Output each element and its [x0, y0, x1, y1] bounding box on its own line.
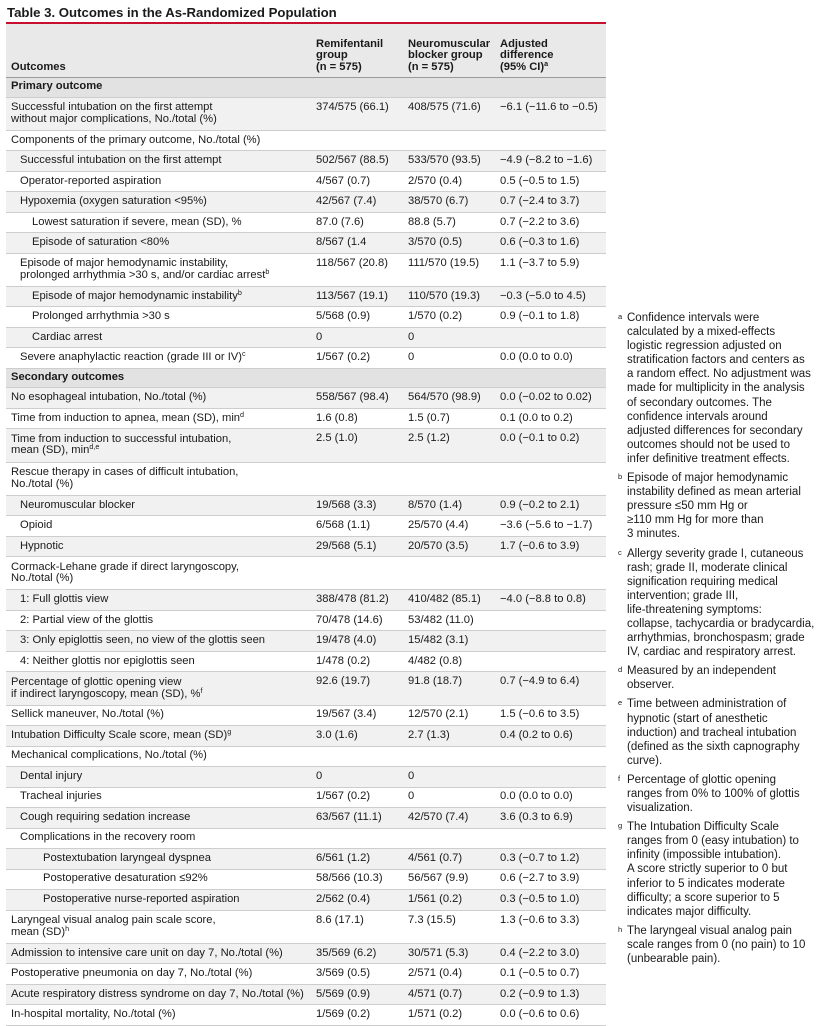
- outcome-label: Mechanical complications, No./total (%): [6, 746, 313, 767]
- footnote-line: ranges from 0 (easy intubation) to: [627, 835, 799, 848]
- remifentanil-value: 8/567 (1.4: [313, 233, 405, 254]
- adjusted-difference-value: −0.3 (−5.0 to 4.5): [497, 286, 606, 307]
- adjusted-difference-value: [497, 828, 606, 849]
- outcome-label: Percentage of glottic opening view if indirect laryngoscopy, mean (SD), %$^f$: [6, 672, 313, 705]
- adjusted-difference-value: 0.0 (0.0 to 0.0): [497, 787, 606, 808]
- remifentanil-value: 3/569 (0.5): [313, 964, 405, 985]
- adjusted-difference-value: 0.7 (−2.4 to 3.7): [497, 192, 606, 213]
- footnote-ref: c: [242, 349, 246, 359]
- outcome-label: Postoperative pneumonia on day 7, No./total (%): [6, 964, 313, 985]
- table-row: [6, 233, 606, 254]
- footnote-line: (unbearable pain).: [627, 953, 721, 966]
- table-row: [6, 869, 606, 890]
- neuromuscular-value: 8/570 (1.4): [405, 495, 497, 516]
- table-row: [6, 97, 606, 130]
- footnotes: [618, 311, 814, 971]
- remifentanil-value: 70/478 (14.6): [313, 610, 405, 631]
- table-row: [6, 253, 606, 286]
- section-header-row: [6, 368, 606, 388]
- neuromuscular-value: 111/570 (19.5): [405, 253, 497, 286]
- header-remifentanil-group: Remifentanil group (n = 575): [313, 24, 405, 78]
- section-label: Primary outcome: [6, 78, 606, 98]
- table-row: [6, 130, 606, 151]
- remifentanil-value: 1/569 (0.2): [313, 1005, 405, 1026]
- neuromuscular-value: 564/570 (98.9): [405, 388, 497, 409]
- neuromuscular-value: 0: [405, 787, 497, 808]
- table-row: [6, 610, 606, 631]
- neuromuscular-value: 42/570 (7.4): [405, 808, 497, 829]
- table-row: [6, 327, 606, 348]
- neuromuscular-value: 0: [405, 348, 497, 369]
- neuromuscular-value: 533/570 (93.5): [405, 151, 497, 172]
- table-row: [6, 705, 606, 726]
- table-row: [6, 631, 606, 652]
- remifentanil-value: 0: [313, 767, 405, 788]
- footnote-line: hypnotic (start of anesthetic: [627, 712, 768, 725]
- adjusted-difference-value: 1.1 (−3.7 to 5.9): [497, 253, 606, 286]
- footnote-mark: b: [618, 472, 623, 482]
- outcome-label: Episode of major hemodynamic instability, prolonged arrhythmia >30 s, and/or cardiac arrest$^b$: [6, 253, 313, 286]
- footnote-line: Time between administration of: [627, 698, 787, 711]
- neuromuscular-value: 7.3 (15.5): [405, 910, 497, 943]
- footnote-c: [618, 547, 814, 660]
- neuromuscular-value: 91.8 (18.7): [405, 672, 497, 705]
- footnote-line: instability defined as mean arterial: [627, 486, 801, 499]
- table-row: [6, 984, 606, 1005]
- neuromuscular-value: 25/570 (4.4): [405, 516, 497, 537]
- footnote-mark: c: [618, 547, 622, 557]
- remifentanil-value: 0: [313, 327, 405, 348]
- footnote-ref: a: [544, 59, 549, 69]
- table-row: [6, 429, 606, 462]
- outcome-label: Components of the primary outcome, No./total (%): [6, 130, 313, 151]
- section-header-row: [6, 78, 606, 98]
- footnote-line: observer.: [627, 679, 675, 692]
- adjusted-difference-value: 0.4 (0.2 to 0.6): [497, 726, 606, 747]
- adjusted-difference-value: 0.0 (−0.6 to 0.6): [497, 1005, 606, 1026]
- remifentanil-value: 502/567 (88.5): [313, 151, 405, 172]
- remifentanil-value: [313, 557, 405, 590]
- adjusted-difference-value: 1.3 (−0.6 to 3.3): [497, 910, 606, 943]
- remifentanil-value: [313, 828, 405, 849]
- remifentanil-value: 6/561 (1.2): [313, 849, 405, 870]
- adjusted-difference-value: 0.1 (−0.5 to 0.7): [497, 964, 606, 985]
- footnote-line: Percentage of glottic opening: [627, 773, 776, 786]
- adjusted-difference-value: −6.1 (−11.6 to −0.5): [497, 97, 606, 130]
- footnote-line: rash; grade II, moderate clinical: [627, 561, 788, 574]
- adjusted-difference-value: [497, 327, 606, 348]
- remifentanil-value: 113/567 (19.1): [313, 286, 405, 307]
- adjusted-difference-value: 0.9 (−0.2 to 2.1): [497, 495, 606, 516]
- footnote-g: [618, 820, 814, 919]
- footnote-line: curve).: [627, 754, 663, 767]
- adjusted-difference-value: 0.0 (0.0 to 0.0): [497, 348, 606, 369]
- remifentanil-value: 6/568 (1.1): [313, 516, 405, 537]
- table-row: [6, 746, 606, 767]
- outcome-label: In-hospital mortality, No./total (%): [6, 1005, 313, 1026]
- footnote-line: intervention; grade III,: [627, 589, 739, 602]
- footnote-line: Episode of major hemodynamic: [627, 472, 789, 485]
- table-row: [6, 536, 606, 557]
- outcome-label: Hypoxemia (oxygen saturation <95%): [6, 192, 313, 213]
- neuromuscular-value: [405, 557, 497, 590]
- footnote-line: inferior to 5 indicates moderate: [627, 877, 785, 890]
- remifentanil-value: 19/478 (4.0): [313, 631, 405, 652]
- adjusted-difference-value: 0.7 (−2.2 to 3.6): [497, 212, 606, 233]
- remifentanil-value: [313, 746, 405, 767]
- adjusted-difference-value: 0.3 (−0.5 to 1.0): [497, 890, 606, 911]
- table-row: [6, 787, 606, 808]
- footnote-line: ranges from 0% to 100% of glottis: [627, 788, 800, 800]
- footnote-line: The laryngeal visual analog pain: [627, 924, 792, 937]
- footnote-ref: d: [240, 409, 245, 419]
- adjusted-difference-value: 0.6 (−0.3 to 1.6): [497, 233, 606, 254]
- outcome-label: No esophageal intubation, No./total (%): [6, 388, 313, 409]
- table-row: [6, 890, 606, 911]
- footnote-ref: f: [200, 685, 203, 695]
- footnote-line: infinity (impossible intubation).: [627, 849, 782, 862]
- remifentanil-value: 388/478 (81.2): [313, 590, 405, 611]
- neuromuscular-value: 4/482 (0.8): [405, 651, 497, 672]
- table-row: [6, 348, 606, 369]
- adjusted-difference-value: [497, 767, 606, 788]
- outcome-label: Hypnotic: [6, 536, 313, 557]
- footnote-line: difficulty; a score superior to 5: [627, 891, 780, 904]
- footnote-mark: a: [618, 312, 623, 321]
- footnote-line: Confidence intervals were: [627, 312, 760, 324]
- adjusted-difference-value: 0.0 (−0.02 to 0.02): [497, 388, 606, 409]
- footnote-line: pressure ≤50 mm Hg or: [627, 500, 748, 513]
- neuromuscular-value: 4/561 (0.7): [405, 849, 497, 870]
- neuromuscular-value: 110/570 (19.3): [405, 286, 497, 307]
- footnote-line: The Intubation Difficulty Scale: [627, 821, 779, 834]
- remifentanil-value: 42/567 (7.4): [313, 192, 405, 213]
- header-outcomes: Outcomes: [6, 24, 313, 78]
- remifentanil-value: 2/562 (0.4): [313, 890, 405, 911]
- neuromuscular-value: 1/570 (0.2): [405, 307, 497, 328]
- remifentanil-value: 5/569 (0.9): [313, 984, 405, 1005]
- outcome-label: Lowest saturation if severe, mean (SD), %: [6, 212, 313, 233]
- neuromuscular-value: [405, 130, 497, 151]
- footnote-ref: g: [227, 726, 232, 736]
- footnote-line: Measured by an independent: [627, 665, 776, 678]
- footnote-line: A score strictly superior to 0 but: [627, 863, 788, 876]
- outcome-label: Cormack-Lehane grade if direct laryngoscopy, No./total (%): [6, 557, 313, 590]
- neuromuscular-value: 20/570 (3.5): [405, 536, 497, 557]
- table-row: [6, 388, 606, 409]
- adjusted-difference-value: 1.5 (−0.6 to 3.5): [497, 705, 606, 726]
- footnote-line: stratification factors and centers as: [627, 354, 805, 367]
- outcome-label: Successful intubation on the first attempt: [6, 151, 313, 172]
- adjusted-difference-value: 0.7 (−4.9 to 6.4): [497, 672, 606, 705]
- outcome-label: Dental injury: [6, 767, 313, 788]
- footnote-line: a random effect. No adjustment was: [627, 368, 811, 381]
- adjusted-difference-value: −4.0 (−8.8 to 0.8): [497, 590, 606, 611]
- outcome-label: Intubation Difficulty Scale score, mean (SD)$^g$: [6, 726, 313, 747]
- outcome-label: Episode of major hemodynamic instability$^b$: [6, 286, 313, 307]
- neuromuscular-value: 410/482 (85.1): [405, 590, 497, 611]
- table-row: [6, 767, 606, 788]
- table-row: [6, 557, 606, 590]
- neuromuscular-value: 1/561 (0.2): [405, 890, 497, 911]
- neuromuscular-value: 2.5 (1.2): [405, 429, 497, 462]
- remifentanil-value: 29/568 (5.1): [313, 536, 405, 557]
- neuromuscular-value: 56/567 (9.9): [405, 869, 497, 890]
- outcome-label: Admission to intensive care unit on day 7, No./total (%): [6, 943, 313, 964]
- footnote-line: scale ranges from 0 (no pain) to 10: [627, 938, 806, 951]
- remifentanil-value: 92.6 (19.7): [313, 672, 405, 705]
- neuromuscular-value: 30/571 (5.3): [405, 943, 497, 964]
- adjusted-difference-value: [497, 130, 606, 151]
- neuromuscular-value: 1/571 (0.2): [405, 1005, 497, 1026]
- adjusted-difference-value: 0.5 (−0.5 to 1.5): [497, 171, 606, 192]
- adjusted-difference-value: 0.4 (−2.2 to 3.0): [497, 943, 606, 964]
- footnote-line: (defined as the sixth capnography: [627, 740, 800, 753]
- outcome-label: Tracheal injuries: [6, 787, 313, 808]
- remifentanil-value: 4/567 (0.7): [313, 171, 405, 192]
- outcome-label: Postextubation laryngeal dyspnea: [6, 849, 313, 870]
- table-row: [6, 212, 606, 233]
- table-row: [6, 651, 606, 672]
- table-row: [6, 849, 606, 870]
- footnote-mark: e: [618, 698, 623, 708]
- footnote-e: [618, 697, 814, 767]
- footnote-line: confidence intervals around: [627, 410, 768, 423]
- footnote-ref: b: [237, 287, 242, 297]
- remifentanil-value: 1/478 (0.2): [313, 651, 405, 672]
- table-row: [6, 286, 606, 307]
- footnote-ref: h: [65, 923, 70, 933]
- neuromuscular-value: [405, 746, 497, 767]
- neuromuscular-value: 88.8 (5.7): [405, 212, 497, 233]
- section-label: Secondary outcomes: [6, 368, 606, 388]
- outcome-label: Operator-reported aspiration: [6, 171, 313, 192]
- remifentanil-value: 35/569 (6.2): [313, 943, 405, 964]
- neuromuscular-value: 1.5 (0.7): [405, 408, 497, 429]
- footnote-d: [618, 664, 814, 692]
- footnote-line: induction) and tracheal intubation: [627, 726, 797, 739]
- outcome-label: 1: Full glottis view: [6, 590, 313, 611]
- adjusted-difference-value: 0.3 (−0.7 to 1.2): [497, 849, 606, 870]
- outcome-label: 4: Neither glottis nor epiglottis seen: [6, 651, 313, 672]
- outcome-label: Postoperative nurse-reported aspiration: [6, 890, 313, 911]
- footnote-line: logistic regression adjusted on: [627, 340, 782, 353]
- neuromuscular-value: 38/570 (6.7): [405, 192, 497, 213]
- adjusted-difference-value: 0.9 (−0.1 to 1.8): [497, 307, 606, 328]
- table-row: [6, 408, 606, 429]
- outcome-label: Cough requiring sedation increase: [6, 808, 313, 829]
- table-row: [6, 943, 606, 964]
- adjusted-difference-value: [497, 651, 606, 672]
- footnote-f: [618, 773, 814, 815]
- table-row: [6, 307, 606, 328]
- remifentanil-value: 19/567 (3.4): [313, 705, 405, 726]
- table-row: [6, 726, 606, 747]
- outcome-label: Rescue therapy in cases of difficult intubation, No./total (%): [6, 462, 313, 495]
- footnote-line: Allergy severity grade I, cutaneous: [627, 547, 804, 560]
- footnote-b: [618, 471, 814, 541]
- footnote-line: visualization.: [627, 802, 693, 815]
- outcomes-table-container: [6, 4, 606, 1026]
- table-row: [6, 171, 606, 192]
- neuromuscular-value: 2/571 (0.4): [405, 964, 497, 985]
- remifentanil-value: 2.5 (1.0): [313, 429, 405, 462]
- adjusted-difference-value: [497, 462, 606, 495]
- table-row: [6, 151, 606, 172]
- table-title: Table 3. Outcomes in the As-Randomized Population: [7, 5, 337, 20]
- table-row: [6, 192, 606, 213]
- footnote-line: adjusted differences for secondary: [627, 424, 803, 437]
- footnote-ref: d,e: [89, 442, 100, 452]
- footnote-mark: h: [618, 924, 623, 934]
- remifentanil-value: 374/575 (66.1): [313, 97, 405, 130]
- outcome-label: 2: Partial view of the glottis: [6, 610, 313, 631]
- outcome-label: Sellick maneuver, No./total (%): [6, 705, 313, 726]
- footnote-line: indicates major difficulty.: [627, 905, 752, 918]
- header-neuromuscular-blocker-group: Neuromuscular blocker group (n = 575): [405, 24, 497, 78]
- table-row: [6, 1005, 606, 1026]
- outcome-label: Complications in the recovery room: [6, 828, 313, 849]
- adjusted-difference-value: −4.9 (−8.2 to −1.6): [497, 151, 606, 172]
- table-row: [6, 828, 606, 849]
- outcome-label: Successful intubation on the first attempt without major complications, No./total (%): [6, 97, 313, 130]
- neuromuscular-value: [405, 828, 497, 849]
- footnote-line: arrhythmias, bronchospasm; grade: [627, 632, 805, 645]
- footnote-line: 3 minutes.: [627, 528, 681, 541]
- neuromuscular-value: 2/570 (0.4): [405, 171, 497, 192]
- table-row: [6, 910, 606, 943]
- outcome-label: Cardiac arrest: [6, 327, 313, 348]
- outcome-label: Opioid: [6, 516, 313, 537]
- remifentanil-value: 1.6 (0.8): [313, 408, 405, 429]
- remifentanil-value: 3.0 (1.6): [313, 726, 405, 747]
- footnote-mark: d: [618, 665, 623, 675]
- adjusted-difference-value: [497, 557, 606, 590]
- outcome-label: Neuromuscular blocker: [6, 495, 313, 516]
- remifentanil-value: 63/567 (11.1): [313, 808, 405, 829]
- remifentanil-value: 1/567 (0.2): [313, 348, 405, 369]
- remifentanil-value: 118/567 (20.8): [313, 253, 405, 286]
- footnote-a: [618, 311, 814, 466]
- remifentanil-value: 558/567 (98.4): [313, 388, 405, 409]
- footnote-mark: f: [618, 773, 621, 783]
- outcome-label: Episode of saturation <80%: [6, 233, 313, 254]
- outcome-label: Prolonged arrhythmia >30 s: [6, 307, 313, 328]
- remifentanil-value: 1/567 (0.2): [313, 787, 405, 808]
- table-row: [6, 516, 606, 537]
- outcome-label: Laryngeal visual analog pain scale score, mean (SD)$^h$: [6, 910, 313, 943]
- neuromuscular-value: 53/482 (11.0): [405, 610, 497, 631]
- table-header-row: [6, 24, 606, 78]
- table-row: [6, 590, 606, 611]
- footnote-line: calculated by a mixed-effects: [627, 326, 776, 339]
- footnote-line: outcomes should not be used to: [627, 438, 791, 451]
- neuromuscular-value: 0: [405, 767, 497, 788]
- table-body: [6, 78, 606, 1026]
- table-row: [6, 462, 606, 495]
- outcome-label: Time from induction to apnea, mean (SD), $\min^d$: [6, 408, 313, 429]
- footnote-line: signification requiring medical: [627, 575, 778, 588]
- neuromuscular-value: 12/570 (2.1): [405, 705, 497, 726]
- adjusted-difference-value: 0.2 (−0.9 to 1.3): [497, 984, 606, 1005]
- adjusted-difference-value: 0.0 (−0.1 to 0.2): [497, 429, 606, 462]
- footnote-line: IV, cardiac and respiratory arrest.: [627, 646, 796, 659]
- footnote-h: [618, 924, 814, 966]
- outcomes-table: [6, 24, 606, 1026]
- neuromuscular-value: 0: [405, 327, 497, 348]
- neuromuscular-value: 408/575 (71.6): [405, 97, 497, 130]
- remifentanil-value: 8.6 (17.1): [313, 910, 405, 943]
- adjusted-difference-value: 3.6 (0.3 to 6.9): [497, 808, 606, 829]
- neuromuscular-value: [405, 462, 497, 495]
- table-row: [6, 808, 606, 829]
- footnote-ref: b: [265, 266, 270, 276]
- footnote-line: ≥110 mm Hg for more than: [627, 514, 764, 527]
- remifentanil-value: [313, 130, 405, 151]
- adjusted-difference-value: −3.6 (−5.6 to −1.7): [497, 516, 606, 537]
- remifentanil-value: [313, 462, 405, 495]
- footnote-line: made for multiplicity in the analysis: [627, 382, 805, 395]
- footnote-line: collapse, tachycardia or bradycardia,: [627, 617, 815, 630]
- outcome-label: Time from induction to successful intubation, mean (SD), $\min^{d,e}$: [6, 429, 313, 462]
- outcome-label: 3: Only epiglottis seen, no view of the glottis seen: [6, 631, 313, 652]
- table-row: [6, 964, 606, 985]
- header-adjusted-difference: Adjusted difference (95% CI)$^a$: [497, 24, 606, 78]
- outcome-label: Severe anaphylactic reaction (grade III or IV)$^c$: [6, 348, 313, 369]
- neuromuscular-value: 15/482 (3.1): [405, 631, 497, 652]
- footnote-line: of secondary outcomes. The: [627, 396, 772, 409]
- table-row: [6, 495, 606, 516]
- neuromuscular-value: 2.7 (1.3): [405, 726, 497, 747]
- footnote-line: life-threatening symptoms:: [627, 603, 762, 616]
- outcome-label: Postoperative desaturation ≤92%: [6, 869, 313, 890]
- remifentanil-value: 5/568 (0.9): [313, 307, 405, 328]
- outcome-label: Acute respiratory distress syndrome on day 7, No./total (%): [6, 984, 313, 1005]
- neuromuscular-value: 3/570 (0.5): [405, 233, 497, 254]
- adjusted-difference-value: 1.7 (−0.6 to 3.9): [497, 536, 606, 557]
- neuromuscular-value: 4/571 (0.7): [405, 984, 497, 1005]
- adjusted-difference-value: 0.6 (−2.7 to 3.9): [497, 869, 606, 890]
- remifentanil-value: 19/568 (3.3): [313, 495, 405, 516]
- adjusted-difference-value: [497, 631, 606, 652]
- table-row: [6, 672, 606, 705]
- footnote-line: infer definitive treatment effects.: [627, 452, 790, 465]
- adjusted-difference-value: [497, 610, 606, 631]
- adjusted-difference-value: [497, 746, 606, 767]
- remifentanil-value: 58/566 (10.3): [313, 869, 405, 890]
- adjusted-difference-value: 0.1 (0.0 to 0.2): [497, 408, 606, 429]
- remifentanil-value: 87.0 (7.6): [313, 212, 405, 233]
- footnote-mark: g: [618, 821, 623, 831]
